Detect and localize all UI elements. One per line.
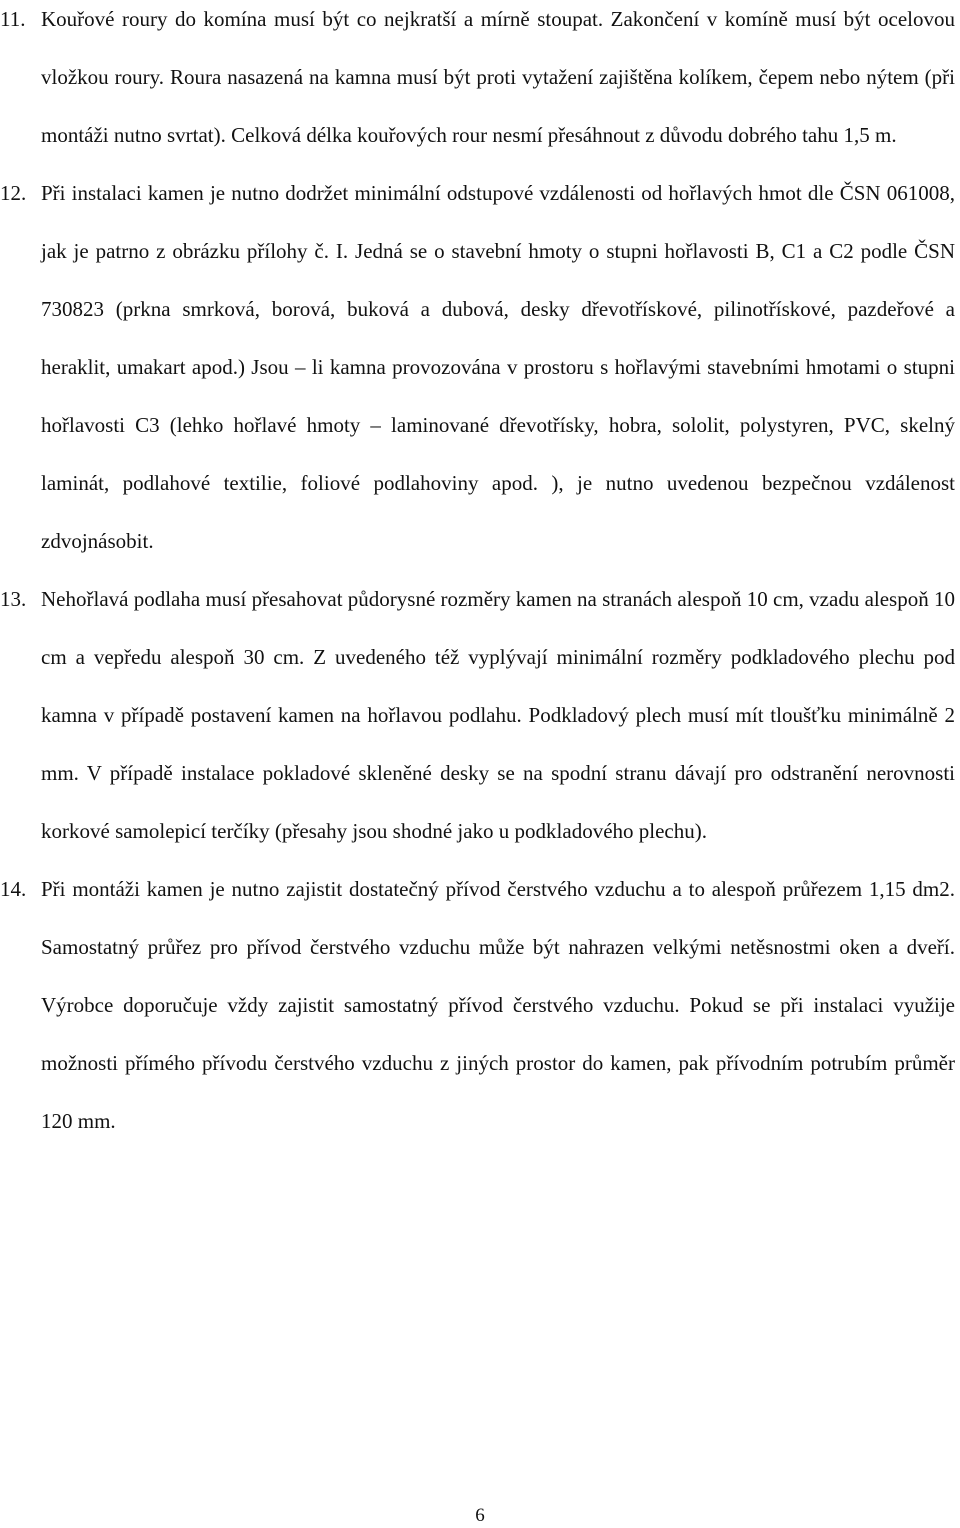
- item-text: Při montáži kamen je nutno zajistit dostatečný přívod čerstvého vzduchu a to alespoň průřezem 1,15 dm2. Samostatný průřez pro přívod čerstvého vzduchu může být nahrazen velkými netěsnostmi oken a dveří. Výrobce doporučuje vždy zajistit samostatný přívod čerstvého vzduchu. Pokud se při instalaci využije možnosti přímého přívodu čerstvého vzduchu z jiných prostor do kamen, pak přívodním potrubím průměr 120 mm.: [41, 877, 955, 1133]
- item-text: Při instalaci kamen je nutno dodržet minimální odstupové vzdálenosti od hořlavých hmot dle ČSN 061008, jak je patrno z obrázku přílohy č. I. Jedná se o stavební hmoty o stupni hořlavosti B, C1 a C2 podle ČSN 730823 (prkna smrková, borová, buková a dubová, desky dřevotřískové, pilinotřískové, pazdeřové a heraklit, umakart apod.) Jsou – li kamna provozována v prostoru s hořlavými stavebními hmotami o stupni hořlavosti C3 (lehko hořlavé hmoty – laminované dřevotřísky, hobra, sololit, polystyren, PVC, skelný laminát, podlahové textilie, foliové podlahoviny apod. ), je nutno uvedenou bezpečnou vzdálenost zdvojnásobit.: [41, 181, 955, 553]
- item-text: Nehořlavá podlaha musí přesahovat půdorysné rozměry kamen na stranách alespoň 10 cm, vzadu alespoň 10 cm a vepředu alespoň 30 cm. Z uvedeného též vyplývají minimální rozměry podkladového plechu pod kamna v případě postavení kamen na hořlavou podlahu. Podkladový plech musí mít tloušťku minimálně 2 mm. V případě instalace pokladové skleněné desky se na spodní stranu dávají pro odstranění nerovnosti korkové samolepicí terčíky (přesahy jsou shodné jako u podkladového plechu).: [41, 587, 955, 843]
- item-number: 13.: [0, 587, 27, 611]
- page-number: 6: [475, 1505, 485, 1526]
- list-item-13: [0, 570, 960, 860]
- item-number: 14.: [0, 877, 27, 901]
- item-number: 12.: [0, 181, 27, 205]
- list-item-12: [0, 164, 960, 570]
- list-item-14: [0, 860, 960, 1150]
- item-number: 11.: [0, 7, 26, 31]
- list-item-11: [0, 0, 960, 164]
- item-text: Kouřové roury do komína musí být co nejkratší a mírně stoupat. Zakončení v komíně musí být ocelovou vložkou roury. Roura nasazená na kamna musí být proti vytažení zajištěna kolíkem, čepem nebo nýtem (při montáži nutno svrtat). Celková délka kouřových rour nesmí přesáhnout z důvodu dobrého tahu 1,5 m.: [41, 7, 955, 147]
